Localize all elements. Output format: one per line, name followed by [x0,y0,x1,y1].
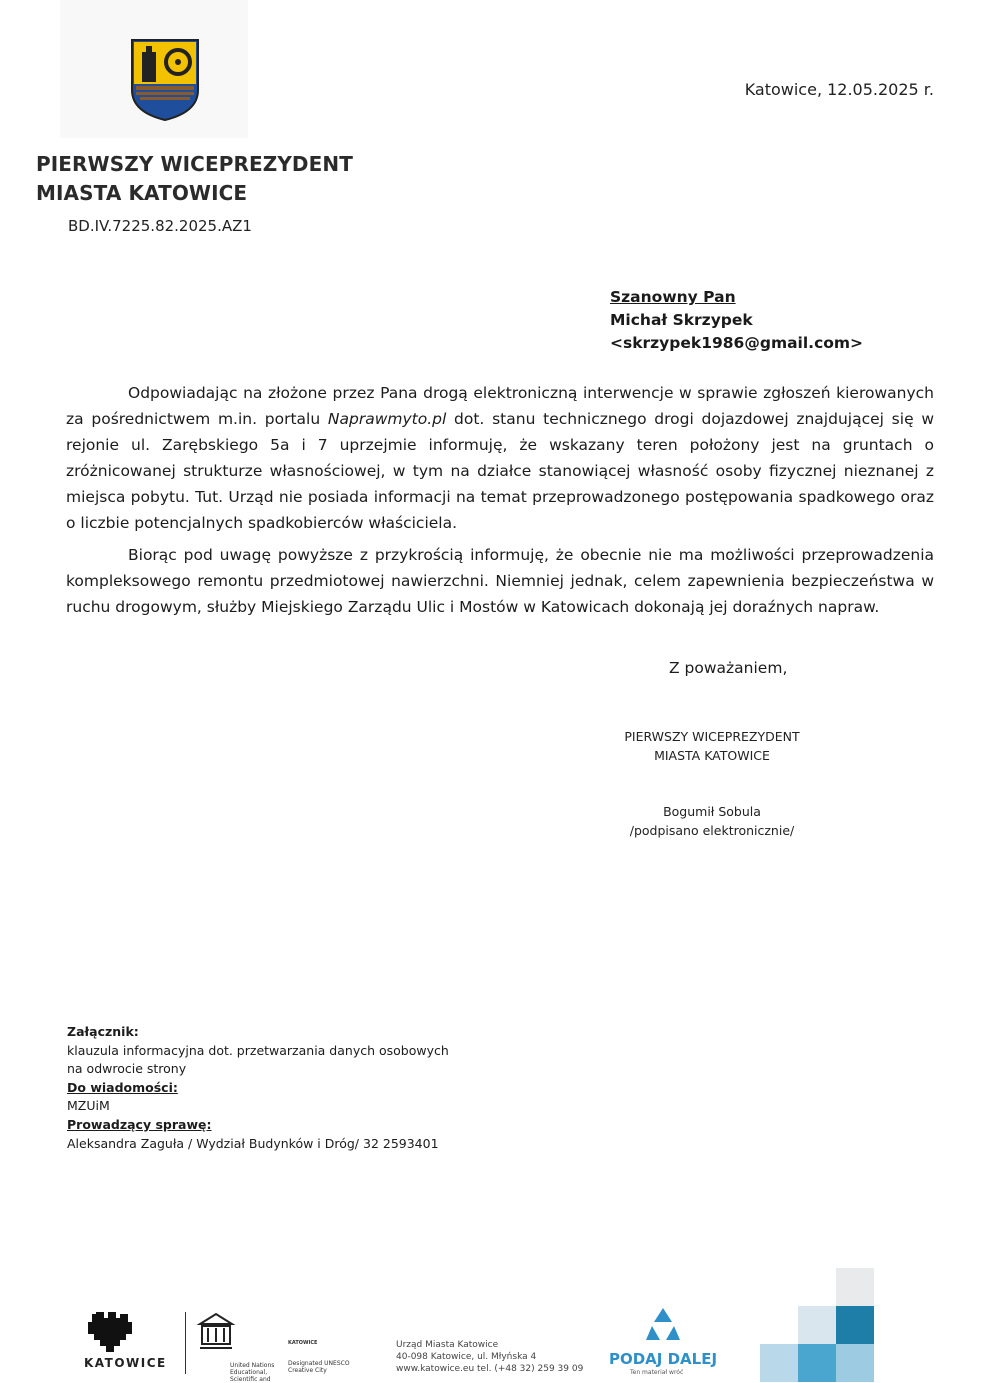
unesco-logo [196,1310,350,1383]
attachments-block [67,1023,449,1153]
attachment-line-2: na odwrocie strony [67,1061,187,1077]
katowice-logo [80,1310,167,1370]
issuer-line-2: MIASTA KATOWICE [36,181,248,205]
salutation: Szanowny Pan [610,288,736,306]
portal-name: Naprawmyto.pl [327,410,447,428]
square [836,1268,874,1306]
square [836,1306,874,1344]
office-address: 40-098 Katowice, ul. Młyńska 4 [396,1352,537,1362]
katowice-logo-text: KATOWICE [84,1356,167,1370]
attachment-line-1: klauzula informacyjna dot. przetwarzania danych osobowych [67,1042,449,1058]
reference-number: BD.IV.7225.82.2025.AZ1 [68,217,252,235]
body-paragraph-2: Biorąc pod uwagę powyższe z przykrością informuję, że obecnie nie ma możliwości przeprowadzenia kompleksowego remontu przedmiotowej nawierzchni. Niemniej jednak, celem zapewnienia bezpieczeństwa w ruchu drogowym, służby Miejskiego Zarządu Ulic i Mostów w Katowicach dokonają jej doraźnych napraw. [66,546,934,616]
signatory-name: Bogumił Sobula [663,804,761,819]
handler-value: Aleksandra Zaguła / Wydział Budynków i Dróg/ 32 2593401 [67,1135,439,1151]
closing-regards: Z poważaniem, [669,659,788,677]
podaj-dalej-sub: Ten materiał wróć [630,1369,684,1376]
footer [0,1260,1000,1383]
office-contact: www.katowice.eu tel. (+48 32) 259 39 09 [396,1364,584,1374]
office-name: Urząd Miasta Katowice [396,1340,499,1350]
signature-note: /podpisano elektronicznie/ [629,823,795,838]
podaj-dalej-label: PODAJ DALEJ [608,1350,718,1368]
recycle-icon [608,1306,718,1348]
creative-city-text: Designated UNESCO Creative City [288,1360,350,1374]
podaj-dalej-logo [608,1306,718,1376]
creative-city-label: KATOWICE [288,1340,318,1346]
handler-heading: Prowadzący sprawę: [67,1116,212,1132]
addressee-block [610,286,863,355]
square [836,1344,874,1382]
square [798,1344,836,1382]
body-paragraph-1: Odpowiadając na złożone przez Pana drogą elektroniczną interwencje w sprawie zgłoszeń kierowanych za pośrednictwem m.in. portalu Naprawmyto.pl dot. stanu technicznego drogi dojazdowej znajdującej się w rejonie ul. Zarębskiego 5a i 7 uprzejmie informuję, że wskazany teren położony jest na gruntach o zróżnicowanej strukturze własnościowej, w tym na działce stanowiącej własność osoby fizycznej nieznanej z miejsca pobytu. Tut. Urząd nie posiada informacji na temat przeprowadzonego postępowania spadkowego oraz o liczbie potencjalnych spadkobierców właściciela. [66,384,935,532]
footer-divider [185,1312,186,1374]
decorative-squares [752,1268,882,1376]
unesco-temple-icon [196,1310,236,1360]
cc-heading: Do wiadomości: [67,1079,178,1095]
coat-of-arms [60,0,248,138]
unesco-text: United Nations Educational, Scientific and [230,1362,275,1383]
signatory [612,802,812,840]
issuer-line-1: PIERWSZY WICEPREZYDENT [36,152,353,176]
addressee-email: <skrzypek1986@gmail.com> [610,334,864,352]
cc-value: MZUiM [67,1098,110,1114]
signatory-title: PIERWSZY WICEPREZYDENT MIASTA KATOWICE [624,729,800,763]
issuer-heading [36,150,353,208]
attachment-heading: Załącznik: [67,1024,139,1039]
office-info [396,1339,583,1375]
letter-body [66,380,934,626]
letter-date: Katowice, 12.05.2025 r. [744,80,934,99]
addressee-name: Michał Skrzypek [610,311,753,329]
katowice-coat-of-arms-icon [130,38,200,122]
katowice-heart-icon [80,1310,140,1356]
square [760,1344,798,1382]
square [798,1306,836,1344]
